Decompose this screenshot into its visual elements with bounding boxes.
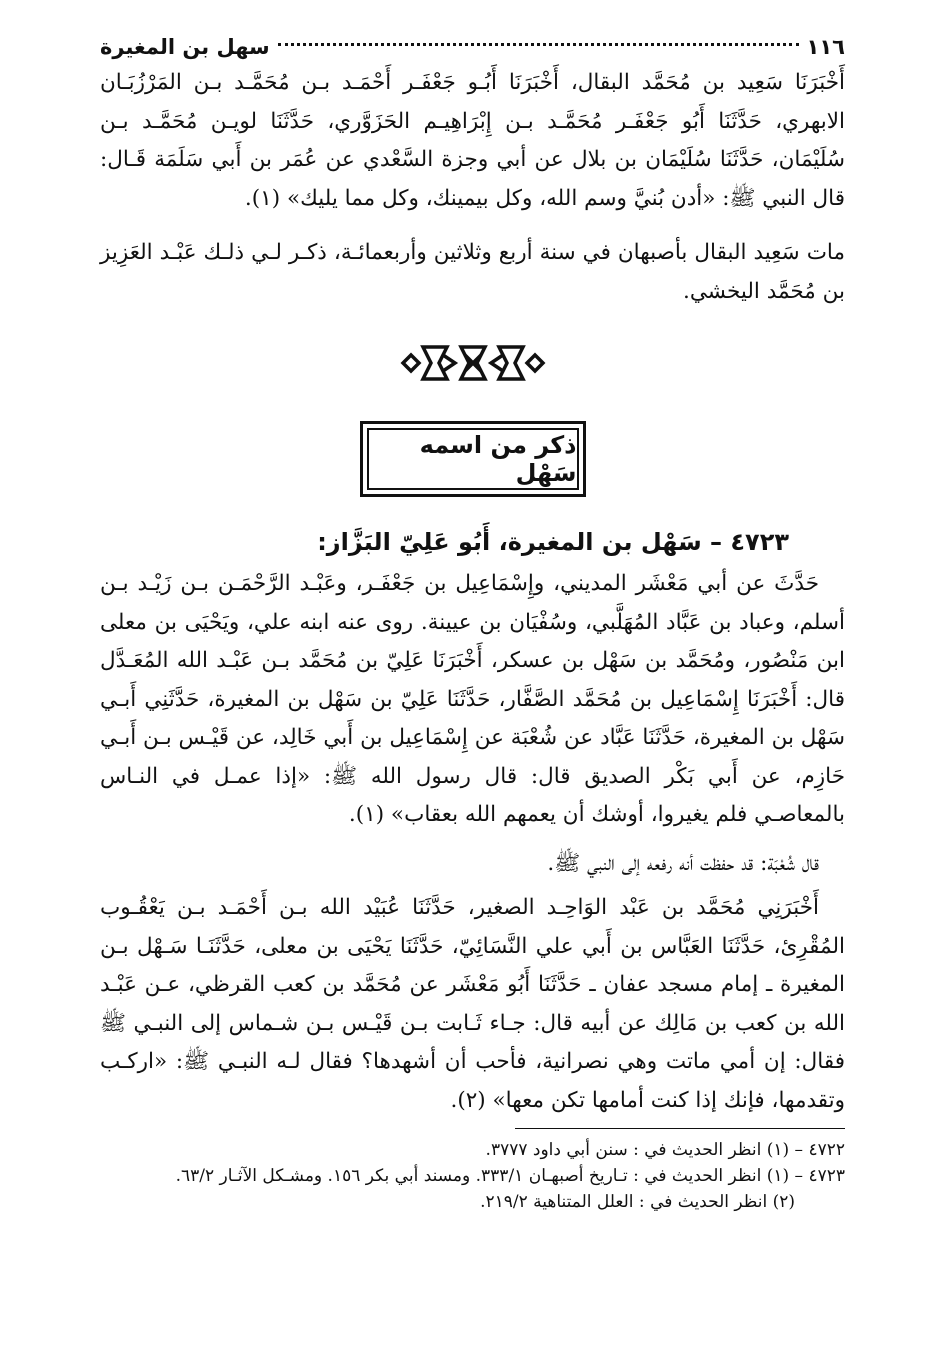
- footnote-2: ٤٧٢٣ – (١) انظر الحديث في : تـاريخ أصبهـان ٣٣٣/١. ومسند أبي بكر ١٥٦. ومشـكل الآثـار ٦٣/٢.: [175, 1166, 845, 1186]
- ornament-divider: [100, 339, 845, 387]
- footnote-rule: [515, 1128, 845, 1129]
- entry-paragraph-3: أَخْبَرَنِي مُحَمَّد بن عَبْد الوَاحِـد الصغير، حَدَّثَنَا عُبَيْد الله بـن أَحْمَـد بـن يَعْقُـوب المُقْرِئ، حَدَّثَنَا العَبَّاس بن أَبي علي النَّسَائِيّ، حَدَّثَنَا يَحْيَى بن معلى، حَدَّثَنَـا سَـهْل بـن المغيرة ـ إمام مسجد عفان ـ حَدَّثَنَا أَبُو مَعْشَر عن مُحَمَّد بن كعب القرظي، عـن عَبْـد الله بن كعب بن مَالِك عن أبيه قال: جـاء ثَـابت بـن قَيْـس بـن شـماس إلى النبـي ﷺ فقال: إن أمي ماتت وهي نصرانية، فأحب أن أشهدها؟ فقال لـه النبـي ﷺ: «اركـب وتقدمها، فإنك إذا كنت أمامها تكن معها» (٢).: [100, 895, 845, 1113]
- entry-title: ٤٧٢٣ – سَهْل بن المغيرة، أَبُو عَلِيّ البَزَّاز:: [317, 528, 789, 556]
- book-page: [100, 30, 845, 1215]
- page-header: [100, 30, 845, 64]
- footnote-3: (٢) انظر الحديث في : العلل المتناهية ٢١٩/٢.: [480, 1192, 795, 1212]
- entry-paragraph-1: حَدَّثَ عن أبي مَعْشَر المديني، وإِسْمَاعِيل بن جَعْفَـر، وعَبْـد الرَّحْمَـن بـن زَيْـد بـن أسلم، وعباد بن عَبَّاد المُهَلَّبي، وسُفْيَان بن عيينة. روى عنه ابنه علي، ويَحْيَى بن معلى ابن مَنْصُور، ومُحَمَّد بن سَهْل بن عسكر، أَخْبَرَنَا عَلِيّ بن مُحَمَّد بـن عَبْـد الله المُعَـدَّل قال: أَخْبَرَنَا إِسْمَاعِيل بن مُحَمَّد الصَّفَّار، حَدَّثَنَا عَلِيّ بن سَهْل بن المغيرة، حَدَّثَنِي أَبـي سَهْل بن المغيرة، حَدَّثَنَا عَبَّاد عن شُعْبَة عن إِسْمَاعِيل بن أَبي خَالِد، عن قَيْـس بـن أَبـي حَازِم، عن أَبي بَكْر الصديق قال: قال رسول الله ﷺ: «إذا عمـل في النـاس بالمعاصـي فلم يغيروا، أوشك أن يعمهم الله بعقاب» (١).: [100, 571, 845, 827]
- paragraph-death-note: مات سَعِيد البقال بأصبهان في سنة أربع وثلاثين وأربعمائـة، ذكـر لـي ذلـك عَبْـد العَزِيز بن مُحَمَّد اليخشي.: [100, 240, 845, 304]
- footnote-1: ٤٧٢٢ – (١) انظر الحديث في : سنن أبي داود ٣٧٧٧.: [485, 1140, 845, 1160]
- section-heading-box: [360, 421, 586, 497]
- page-number: ١١٦: [806, 35, 845, 59]
- running-title: سهل بن المغيرة: [100, 35, 270, 59]
- header-dot-leader: [278, 43, 799, 46]
- paragraph-hadith-baqqal: أَخْبَرَنَا سَعِيد بن مُحَمَّد البقال، أَخْبَرَنَا أَبُـو جَعْفَـر أَحْمَـد بـن مُحَمَّـد بـن المَرْزُبَـان الابهري، حَدَّثَنَا أَبُو جَعْفَـر مُحَمَّـد بـن إِبْرَاهِيـم الحَزَوَّري، حَدَّثَنَا لويـن مُحَمَّـد بـن سُلَيْمَان، حَدَّثَنَا سُلَيْمَان بن بلال عن أبي وجزة السَّعْدي عن عُمَر بن أَبي سَلَمَة قَـال: قال النبي ﷺ: «أدن بُنيَّ وسم الله، وكل بيمينك، وكل مما يليك» (١).: [100, 70, 845, 211]
- entry-paragraph-2: قال شُعْبَة: قد حفظت أنه رفعه إلى النبي ﷺ.: [547, 850, 819, 876]
- section-heading: ذكر من اسمه سَهْل: [419, 431, 577, 487]
- ornament-icon: [393, 339, 553, 387]
